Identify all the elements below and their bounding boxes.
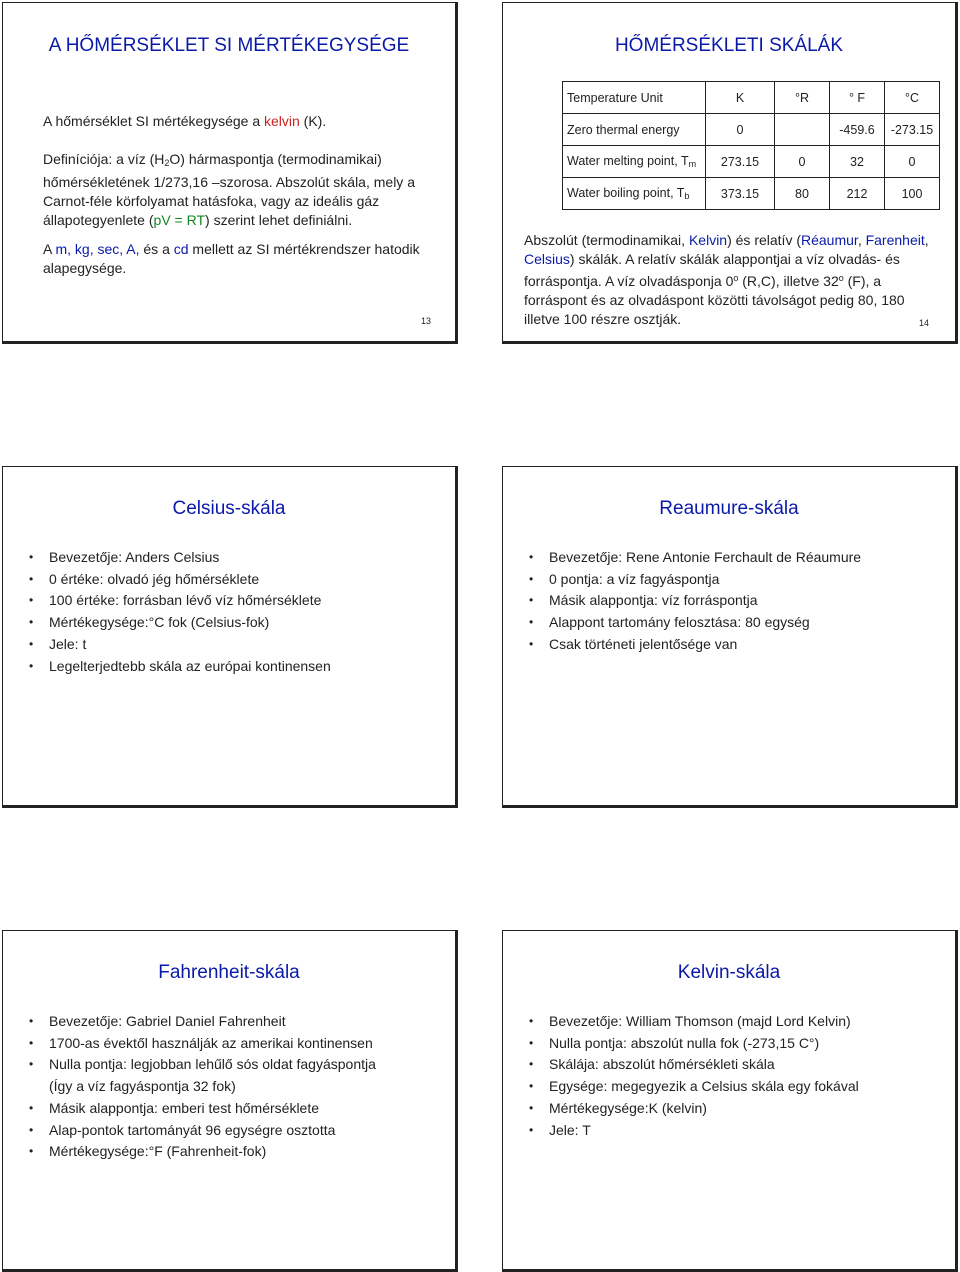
list-item: • Másik alappontja: víz forráspontja bbox=[529, 590, 945, 612]
slide-kelvin bbox=[502, 930, 958, 1272]
list-item: • Bevezetője: Gabriel Daniel Fahrenheit bbox=[29, 1011, 445, 1033]
list-item: • Egysége: megegyezik a Celsius skála egy fokával bbox=[529, 1076, 945, 1098]
table-header-row: Temperature Unit K °R ° F °C bbox=[563, 82, 940, 114]
list-item: • Alappont tartomány felosztása: 80 egység bbox=[529, 612, 945, 634]
list-item: • Nulla pontja: legjobban lehűlő sós oldat fagyáspontja (Így a víz fagyáspontja 32 fok) bbox=[29, 1054, 445, 1097]
slide-title: Fahrenheit-skála bbox=[158, 962, 300, 983]
bullet-list bbox=[529, 547, 945, 656]
table-row: Water boiling point, $T_b$ 373.15 80 212 100 bbox=[563, 178, 940, 210]
paragraph-si-unit: A hőmérséklet SI mértékegysége a kelvin (K). bbox=[43, 113, 327, 129]
list-item: • Csak történeti jelentősége van bbox=[529, 634, 945, 656]
list-item: • Bevezetője: William Thomson (majd Lord Kelvin) bbox=[529, 1011, 945, 1033]
list-item: • Bevezetője: Anders Celsius bbox=[29, 547, 445, 569]
slide-reaumure bbox=[502, 466, 958, 808]
list-item: • 0 pontja: a víz fagyáspontja bbox=[529, 569, 945, 591]
list-item: • 1700-as évektől használják az amerikai kontinensen bbox=[29, 1033, 445, 1055]
paragraph-base-units: A m, kg, sec, A, és a cd mellett az SI mértékrendszer hatodik alapegysége. bbox=[43, 241, 420, 276]
list-item: • Legelterjedtebb skála az európai kontinensen bbox=[29, 656, 445, 678]
bullet-list bbox=[529, 1011, 945, 1141]
page-number: 13 bbox=[421, 316, 432, 326]
list-item: • Másik alappontja: emberi test hőmérséklete bbox=[29, 1098, 445, 1120]
paragraph-scales: Abszolút (termodinamikai, Kelvin) és relatív (Réaumur, Farenheit, Celsius) skálák. A relatív skálák alappontjai a víz olvadás- és forráspontja. A víz olvadásponja 0$^o$ (R,C), illetve 32$^o$ (F), a forráspont és az olvadáspont közötti távolságot pedig 80, 180 illetve 100 részre osztják. bbox=[524, 232, 929, 327]
slide-14 bbox=[502, 2, 958, 344]
slide-title: Celsius-skála bbox=[172, 498, 286, 519]
slide-celsius bbox=[2, 466, 458, 808]
list-item: • Jele: T bbox=[529, 1120, 945, 1142]
slide-title: Reaumure-skála bbox=[659, 498, 799, 519]
bullet-list bbox=[29, 547, 445, 677]
table-row: Zero thermal energy 0 -459.6 -273.15 bbox=[563, 114, 940, 146]
slide-title: A HŐMÉRSÉKLET SI MÉRTÉKEGYSÉGE bbox=[48, 35, 410, 56]
slide-13 bbox=[2, 2, 458, 344]
paragraph-definition: Definíciója: a víz $(H_2O)$ hármaspontja (termodinamikai) hőmérsékletének 1/273,16 –szorosa. Abszolút skála, mely a Carnot-féle körfolyamat hatásfoka, vagy az ideális gáz állapotegyenlete (pV = RT) szerint lehet definiálni. bbox=[43, 151, 415, 228]
list-item: • Mértékegysége:°C fok (Celsius-fok) bbox=[29, 612, 445, 634]
list-item: • Jele: t bbox=[29, 634, 445, 656]
temperature-table bbox=[562, 81, 940, 210]
table-row: Water melting point, $T_m$ 273.15 0 32 0 bbox=[563, 146, 940, 178]
equation-pv-rt: pV = RT bbox=[153, 212, 206, 228]
slide-title: HŐMÉRSÉKLETI SKÁLÁK bbox=[614, 35, 844, 56]
list-item: • 100 értéke: forrásban lévő víz hőmérséklete bbox=[29, 590, 445, 612]
list-item: • 0 értéke: olvadó jég hőmérséklete bbox=[29, 569, 445, 591]
slide-title: Kelvin-skála bbox=[677, 962, 781, 983]
list-item: • Mértékegysége:K (kelvin) bbox=[529, 1098, 945, 1120]
list-item: • Mértékegysége:°F (Fahrenheit-fok) bbox=[29, 1141, 445, 1163]
list-item: • Alap-pontok tartományát 96 egységre osztotta bbox=[29, 1120, 445, 1142]
list-item: • Skálája: abszolút hőmérsékleti skála bbox=[529, 1054, 945, 1076]
kelvin-highlight: kelvin bbox=[264, 113, 300, 129]
slide-fahrenheit bbox=[2, 930, 458, 1272]
list-item: • Bevezetője: Rene Antonie Ferchault de Réaumure bbox=[529, 547, 945, 569]
page-number: 14 bbox=[919, 318, 930, 328]
list-item: • Nulla pontja: abszolút nulla fok (-273,15 C°) bbox=[529, 1033, 945, 1055]
bullet-list bbox=[29, 1011, 445, 1163]
